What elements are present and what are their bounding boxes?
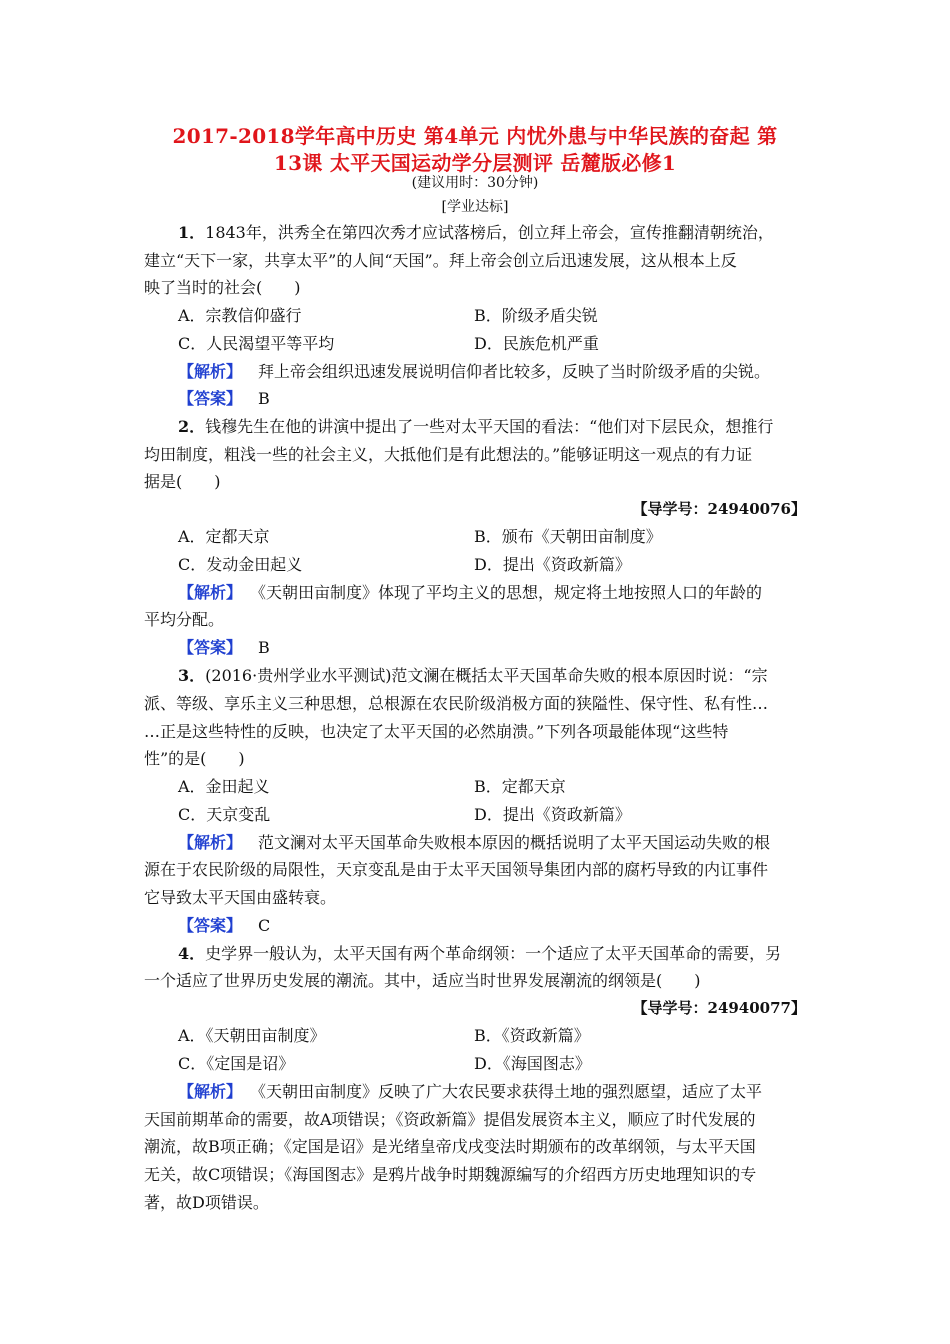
question-2-option-d: D．提出《资政新篇》	[474, 555, 631, 574]
question-3-line-1: 3．(2016·贵州学业水平测试)范文澜在概括太平天国革命失败的根本原因时说：“宗	[178, 666, 768, 685]
question-3-line-2: 派、等级、享乐主义三种思想，总根源在农民阶级消极方面的狭隘性、保守性、私有性…	[144, 694, 769, 713]
question-1-line-1: 1．1843年，洪秀全在第四次秀才应试落榜后，创立拜上帝会，宣传推翻清朝统治，	[178, 223, 774, 242]
question-1-number: 1．	[178, 223, 206, 242]
suggested-time: (建议用时：30分钟)	[411, 175, 539, 191]
question-1-option-b: B．阶级矛盾尖锐	[474, 306, 598, 325]
question-3-line-4: 性”的是( )	[144, 749, 245, 768]
question-3-analysis: 【解析】 范文澜对太平天国革命失败根本原因的概括说明了太平天国运动失败的根	[178, 833, 771, 852]
analysis-label: 【解析】	[178, 362, 243, 381]
question-3-line-3: …正是这些特性的反映，也决定了太平天国的必然崩溃。”下列各项最能体现“这些特	[144, 722, 729, 741]
question-4-analysis-line-3: 潮流，故B项正确；《定国是诏》是光绪皇帝戊戌变法时期颁布的改革纲领，与太平天国	[144, 1137, 756, 1156]
question-2-line-1: 2．钱穆先生在他的讲演中提出了一些对太平天国的看法：“他们对下层民众，想推行	[178, 417, 774, 436]
question-4-analysis: 【解析】 《天朝田亩制度》反映了广大农民要求获得土地的强烈愿望，适应了太平	[178, 1082, 763, 1101]
question-1-option-d: D．民族危机严重	[474, 334, 599, 353]
question-1-option-c: C．人民渴望平等平均	[178, 334, 335, 353]
question-4-option-d: D．《海国图志》	[474, 1054, 591, 1073]
question-4-analysis-line-5: 著，故D项错误。	[144, 1193, 269, 1212]
question-1-option-a: A．宗教信仰盛行	[178, 306, 302, 325]
question-3-analysis-line-3: 它导致太平天国由盛转衰。	[144, 888, 337, 907]
analysis-label: 【解析】	[178, 583, 243, 602]
question-4-guide-number: 【导学号：24940077】	[632, 999, 806, 1017]
analysis-label: 【解析】	[178, 1082, 243, 1101]
question-2-option-c: C．发动金田起义	[178, 555, 303, 574]
analysis-label: 【解析】	[178, 833, 243, 852]
question-3-option-d: D．提出《资政新篇》	[474, 805, 631, 824]
question-3-number: 3．	[178, 666, 206, 685]
section-label: [学业达标]	[441, 199, 509, 215]
question-4-number: 4．	[178, 944, 206, 963]
question-2-analysis: 【解析】 《天朝田亩制度》体现了平均主义的思想，规定将土地按照人口的年龄的	[178, 583, 763, 602]
question-2-line-2: 均田制度，粗浅一些的社会主义，大抵他们是有此想法的。”能够证明这一观点的有力证	[144, 445, 753, 464]
question-4-line-1: 4．史学界一般认为，太平天国有两个革命纲领：一个适应了太平天国革命的需要，另	[178, 944, 782, 963]
question-2-option-b: B．颁布《天朝田亩制度》	[474, 527, 662, 546]
answer-label: 【答案】	[178, 916, 243, 935]
question-4-line-2: 一个适应了世界历史发展的潮流。其中，适应当时世界发展潮流的纲领是( )	[144, 971, 701, 990]
question-3-option-c: C．天京变乱	[178, 805, 271, 824]
question-3-option-b: B．定都天京	[474, 777, 566, 796]
question-4-option-c: C．《定国是诏》	[178, 1054, 295, 1073]
question-3-option-a: A．金田起义	[178, 777, 270, 796]
answer-label: 【答案】	[178, 389, 243, 408]
answer-label: 【答案】	[178, 638, 243, 657]
question-1-analysis: 【解析】 拜上帝会组织迅速发展说明信仰者比较多，反映了当时阶级矛盾的尖锐。	[178, 362, 771, 381]
question-1-line-2: 建立“天下一家，共享太平”的人间“天国”。拜上帝会创立后迅速发展，这从根本上反	[144, 251, 737, 270]
question-1-answer: 【答案】 B	[178, 389, 270, 408]
question-2-analysis-line-2: 平均分配。	[144, 610, 225, 629]
question-4-analysis-line-2: 天国前期革命的需要，故A项错误；《资政新篇》提倡发展资本主义，顺应了时代发展的	[144, 1110, 756, 1129]
question-3-answer: 【答案】 C	[178, 916, 271, 935]
question-2-option-a: A．定都天京	[178, 527, 270, 546]
question-4-analysis-line-4: 无关，故C项错误；《海国图志》是鸦片战争时期魏源编写的介绍西方历史地理知识的专	[144, 1165, 757, 1184]
question-4-option-b: B．《资政新篇》	[474, 1026, 590, 1045]
question-1-line-3: 映了当时的社会( )	[144, 278, 301, 297]
document-title-line2: 13课 太平天国运动学分层测评 岳麓版必修1	[273, 151, 677, 175]
question-4-option-a: A．《天朝田亩制度》	[178, 1026, 326, 1045]
question-3-analysis-line-2: 源在于农民阶级的局限性，天京变乱是由于太平天国领导集团内部的腐朽导致的内讧事件	[144, 860, 769, 879]
document-title-line1: 2017-2018学年高中历史 第4单元 内忧外患与中华民族的奋起 第	[172, 124, 778, 148]
question-2-line-3: 据是( )	[144, 472, 221, 491]
question-2-number: 2．	[178, 417, 206, 436]
question-2-answer: 【答案】 B	[178, 638, 270, 657]
question-2-guide-number: 【导学号：24940076】	[632, 500, 806, 518]
